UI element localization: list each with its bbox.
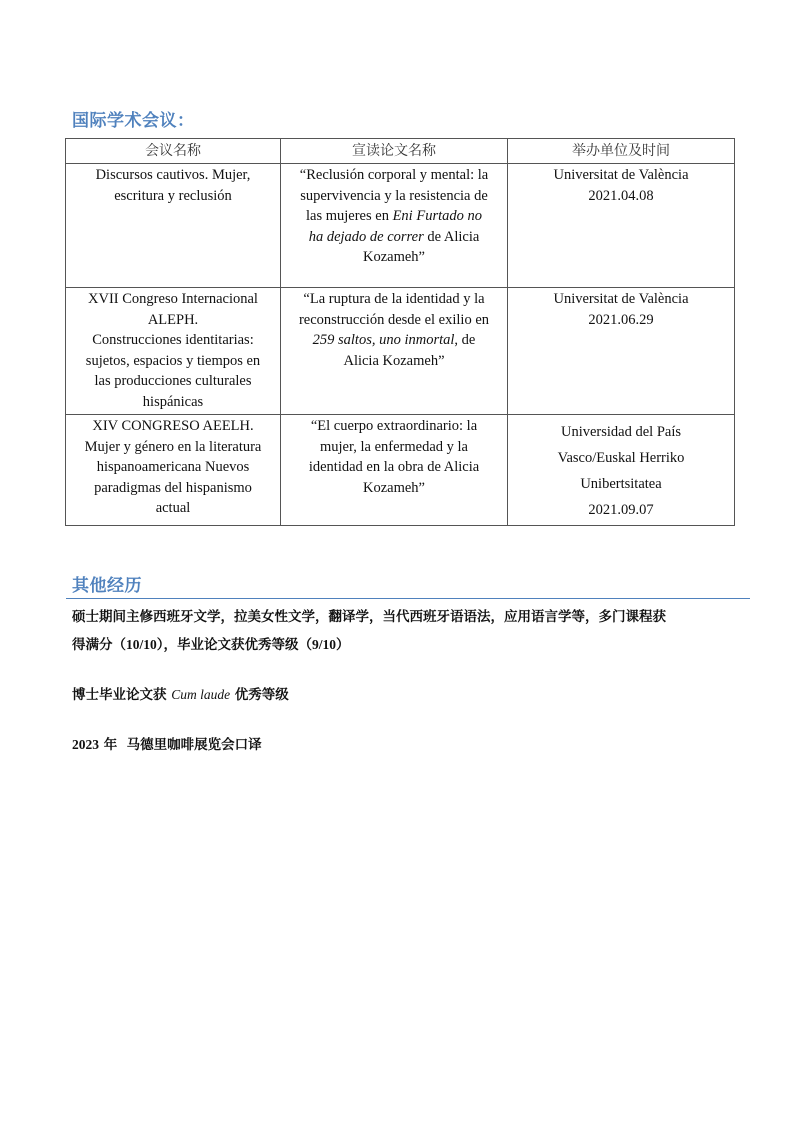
experience-text: ） [336, 637, 350, 653]
paper-title-line: Alicia Kozameh” [343, 352, 445, 369]
conference-name-line: las producciones culturales [94, 373, 252, 389]
score-value: 9/10 [312, 637, 337, 652]
year-value: 2023 [72, 737, 99, 752]
conference-name-line: hispánicas [142, 393, 204, 410]
venue-date-cell [508, 415, 735, 526]
paper-title-line: Kozameh” [363, 479, 425, 496]
conference-name-line: paradigmas del hispanismo [94, 479, 252, 496]
paper-title-line: identidad en la obra de Alicia [308, 459, 480, 475]
paper-title-line: Kozameh” [363, 249, 425, 265]
experience-paragraph-interpreting [72, 731, 742, 759]
paper-title-line: “Reclusión corporal y mental: la [299, 167, 489, 183]
table-header-row [66, 139, 735, 164]
conference-name-line: Mujer y género en la literatura [84, 438, 262, 455]
event-date: 2021.09.07 [588, 502, 654, 518]
honor-italic: Cum laude [171, 687, 231, 702]
paper-title-cell [281, 164, 508, 288]
paper-title-cell [281, 415, 508, 526]
conference-name-cell [66, 415, 281, 526]
conference-name-cell [66, 164, 281, 288]
venue-name: Vasco/Euskal Herriko [557, 450, 685, 466]
section-title-conferences: 国际学术会议： [72, 111, 195, 131]
conference-name-line: Construcciones identitarias: [92, 332, 254, 348]
experience-text: 博士毕业论文获 [72, 687, 172, 703]
paper-title-text: , de [454, 332, 476, 348]
experience-paragraph-phd [72, 681, 742, 709]
conference-name-cell [66, 288, 281, 415]
paper-title-line: “El cuerpo extraordinario: la [310, 418, 478, 434]
conference-name-line: Discursos cautivos. Mujer, [95, 167, 251, 183]
venue-name: Universidad del País [560, 424, 681, 440]
section-divider [66, 598, 750, 599]
conference-name-line: hispanoamericana Nuevos [96, 459, 250, 475]
event-date: 2021.04.08 [588, 187, 654, 204]
table-row [66, 415, 735, 526]
paper-title-line [287, 330, 501, 351]
venue-name: Universitat de València [553, 291, 689, 307]
conference-name-line: sujetos, espacios y tiempos en [85, 352, 261, 369]
conference-table [65, 138, 735, 526]
venue-date-cell [508, 288, 735, 415]
experience-text: 优秀等级 [230, 687, 289, 703]
experience-text: ），毕业论文获优秀等级（ [156, 637, 313, 653]
experience-paragraph-masters [72, 603, 742, 659]
book-title-italic: ha dejado de correr [308, 228, 424, 245]
header-venue-date: 举办单位及时间 [508, 139, 735, 164]
venue-name: Unibertsitatea [580, 476, 662, 492]
book-title-italic: 259 saltos, uno inmortal [312, 332, 455, 348]
score-value: 10/10 [126, 637, 157, 652]
paper-title-line [287, 227, 501, 248]
table-row [66, 164, 735, 288]
experience-text: 得满分（ [72, 637, 126, 653]
conference-name-line: escritura y reclusión [114, 187, 232, 204]
paper-title-text: las mujeres en [306, 208, 393, 224]
paper-title-line [287, 206, 501, 227]
table-row [66, 288, 735, 415]
header-conference-name: 会议名称 [66, 139, 281, 164]
header-paper-title: 宣读论文名称 [281, 139, 508, 164]
venue-date-cell [508, 164, 735, 288]
conference-name-line: actual [155, 500, 191, 516]
paper-title-cell [281, 288, 508, 415]
conference-name-line: XVII Congreso Internacional [88, 291, 258, 307]
book-title-italic: Eni Furtado no [392, 208, 482, 224]
paper-title-line: reconstrucción desde el exilio en [298, 311, 490, 328]
experience-text: 硕士期间主修西班牙文学，拉美女性文学，翻译学，当代西班牙语语法，应用语言学等，多门课程获 [72, 609, 666, 625]
conference-name-line: ALEPH. [147, 311, 199, 328]
conference-name-line: XIV CONGRESO AEELH. [92, 418, 254, 434]
event-date: 2021.06.29 [588, 311, 654, 328]
paper-title-line: “La ruptura de la identidad y la [303, 291, 485, 307]
venue-name: Universitat de València [553, 167, 689, 183]
section-title-other-experience: 其他经历 [72, 576, 142, 596]
paper-title-line: supervivencia y la resistencia de [300, 187, 488, 204]
paper-title-line: mujer, la enfermedad y la [320, 438, 468, 455]
paper-title-text: de Alicia [423, 228, 480, 245]
experience-text: 年 马德里咖啡展览会口译 [99, 737, 262, 753]
